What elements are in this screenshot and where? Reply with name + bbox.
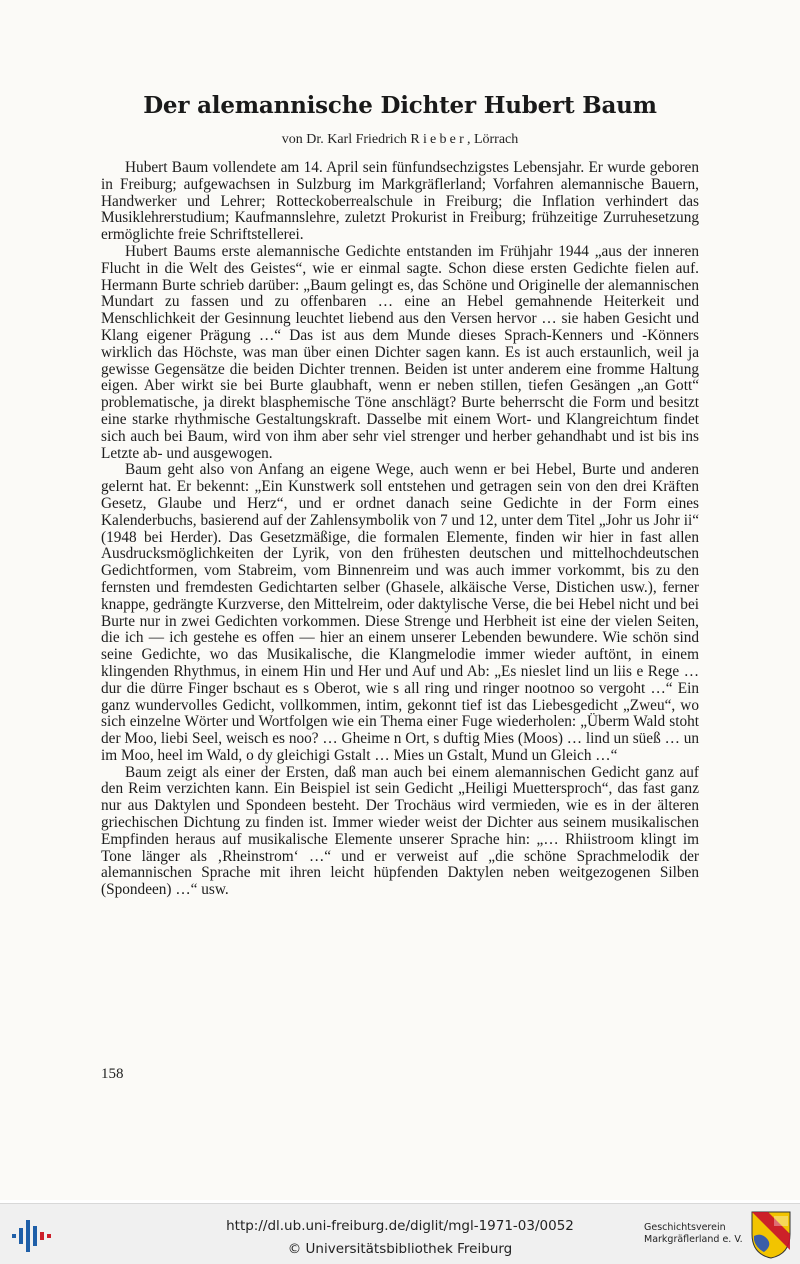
viewer-footer bbox=[0, 1203, 800, 1264]
copyright-notice: © Universitätsbibliothek Freiburg bbox=[287, 1241, 513, 1257]
article-title: Der alemannische Dichter Hubert Baum bbox=[143, 92, 657, 119]
society-name-line1: Geschichtsverein bbox=[644, 1222, 726, 1233]
article-byline bbox=[0, 132, 800, 148]
paragraph: Baum zeigt als einer der Ersten, daß man auch bei einem alemannischen Gedicht ganz auf den Reim verzichten kann. Ein Beispiel ist sein Gedicht „Heiligi Muettersproch“, das fast ganz nur aus Daktylen und Spondeen besteht. Der Trochäus wird vermieden, wie es in der älteren griechischen Dichtung zu finden ist. Immer wieder weist der Dichter aus seinem musikalischen Empfinden heraus auf musikalische Elemente unserer Sprache hin: „… Rhiistroom klingt im Tone länger als ‚Rheinstrom‘ …“ und er verweist auf „die schöne Sprachmelodik der alemannischen Sprache mit ihren leicht hüpfenden Daktylen neben weitgezogenen Silben (Spondeen) …“ usw. bbox=[101, 763, 699, 899]
paragraph: Hubert Baums erste alemannische Gedichte entstanden im Frühjahr 1944 „aus der inneren Flucht in die Welt des Geistes“, wie er einmal sagte. Schon diese ersten Gedichte fielen auf. Hermann Burte schrieb darüber: „Baum gelingt es, das Schöne und Originelle der alemannischen Mundart zu fassen und zu offenbaren … eine an Hebel gemahnende Heiterkeit und Menschlichkeit der Gesinnung leuchtet liebend aus den Versen hervor … sie haben Gesicht und Klang eigener Prägung …“ Das ist aus dem Munde dieses Sprach-Kenners und -Könners wirklich das Höchste, was man über einen Dichter sagen kann. Es ist auch erstaunlich, weil ja gewisse Gegensätze die beiden Dichter trennen. Beiden ist unter anderem eine fromme Haltung eigen. Aber wirkt sie bei Burte glaubhaft, wenn er neben stillen, tiefen Gesängen „an Gott“ problematische, ja direkt blasphemische Töne anschlägt? Burte beherrscht die Form und besitzt eine starke rhythmische Gestaltungskraft. Dasselbe mit einem Wort- und Klangreichtum findet sich auch bei Baum, wird von ihm aber sehr viel strenger und herber gehandhabt und ist bis ins Letzte ab- und ausgewogen. bbox=[101, 242, 699, 462]
byline-suffix: , Lörrach bbox=[466, 132, 519, 147]
byline-prefix: von Dr. Karl Friedrich bbox=[281, 132, 407, 147]
paragraph: Hubert Baum vollendete am 14. April sein fünfundsechzigstes Lebensjahr. Er wurde geboren in Freiburg; aufgewachsen in Sulzburg im Markgräflerland; Vorfahren alemannische Bauern, Handwerker und Lehrer; Rotteckoberrealschule in Freiburg; die Inflation verhindert das Musiklehrerstudium; Kaufmannslehre, zuletzt Prokurist in Freiburg; frühzeitige Zurruhesetzung ermöglichte freie Schriftstellerei. bbox=[101, 159, 699, 244]
article-body bbox=[101, 160, 699, 899]
permalink-url[interactable]: http://dl.ub.uni-freiburg.de/diglit/mgl-1971-03/0052 bbox=[226, 1218, 574, 1234]
page-number: 158 bbox=[101, 1066, 124, 1082]
byline-author-name: Rieber bbox=[410, 132, 467, 147]
society-name-line2: Markgräflerland e. V. bbox=[644, 1234, 743, 1245]
coat-of-arms-icon[interactable] bbox=[750, 1210, 792, 1260]
paragraph: Baum geht also von Anfang an eigene Wege, auch wenn er bei Hebel, Burte und anderen gelernt hat. Er bekennt: „Ein Kunstwerk soll entstehen und getragen sein von den drei Kräften Gesetz, Glaube und Herz“, und er ordnet danach seine Gedichte in der Form eines Kalenderbuchs, basierend auf der Zahlensymbolik von 7 und 12, unter dem Titel „Johr us Johr ii“ (1948 bei Herder). Das Gesetzmäßige, die formalen Elemente, finden wir hier in fast allen Ausdrucksmöglichkeiten der Lyrik, von den frühesten deutschen und mittelhochdeutschen Gedichtformen, vom Stabreim, vom Binnenreim und was auch immer vorkommt, bis zu den fernsten und fremdesten Gedichtarten selber (Ghasele, alkäische Verse, Distichen usw.), ferner knappe, gedrängte Kurzverse, den Mittelreim, oder daktylische Verse, die bei Hebel nicht und bei Burte nur in zwei Gedichten vorkommen. Diese Strenge und Herbheit ist eine der vielen Seiten, die ich — ich gestehe es offen — hier an einem unserer Lebenden bewundere. Wie schön sind seine Gedichte, wo das Musikalische, die Klangmelodie immer wieder auftönt, in einem klingenden Rhythmus, in einem Hin und Her und Auf und Ab: „Es nieslet lind un liis e Rege … dur die dürre Finger bschaut es s Oberot, wie s all ring und ringer nootnoo so vergoht …“ Ein ganz wundervolles Gedicht, vollkommen, intim, gekonnt tief ist das Liebesgedicht „Zweu“, wo sich einzelne Wörter und Wortfolgen wie ein Thema einer Fuge wiederholen: „Überm Wald stoht der Moo, liebi Seel, weisch es noo? … Gheime n Ort, s duftig Mies (Moos) … lind un süeß … un im Moo, heel im Wald, o dy gleichigi Gstalt … Mies un Gstalt, Mund un Gleich …“ bbox=[101, 461, 699, 764]
society-name bbox=[644, 1222, 743, 1246]
